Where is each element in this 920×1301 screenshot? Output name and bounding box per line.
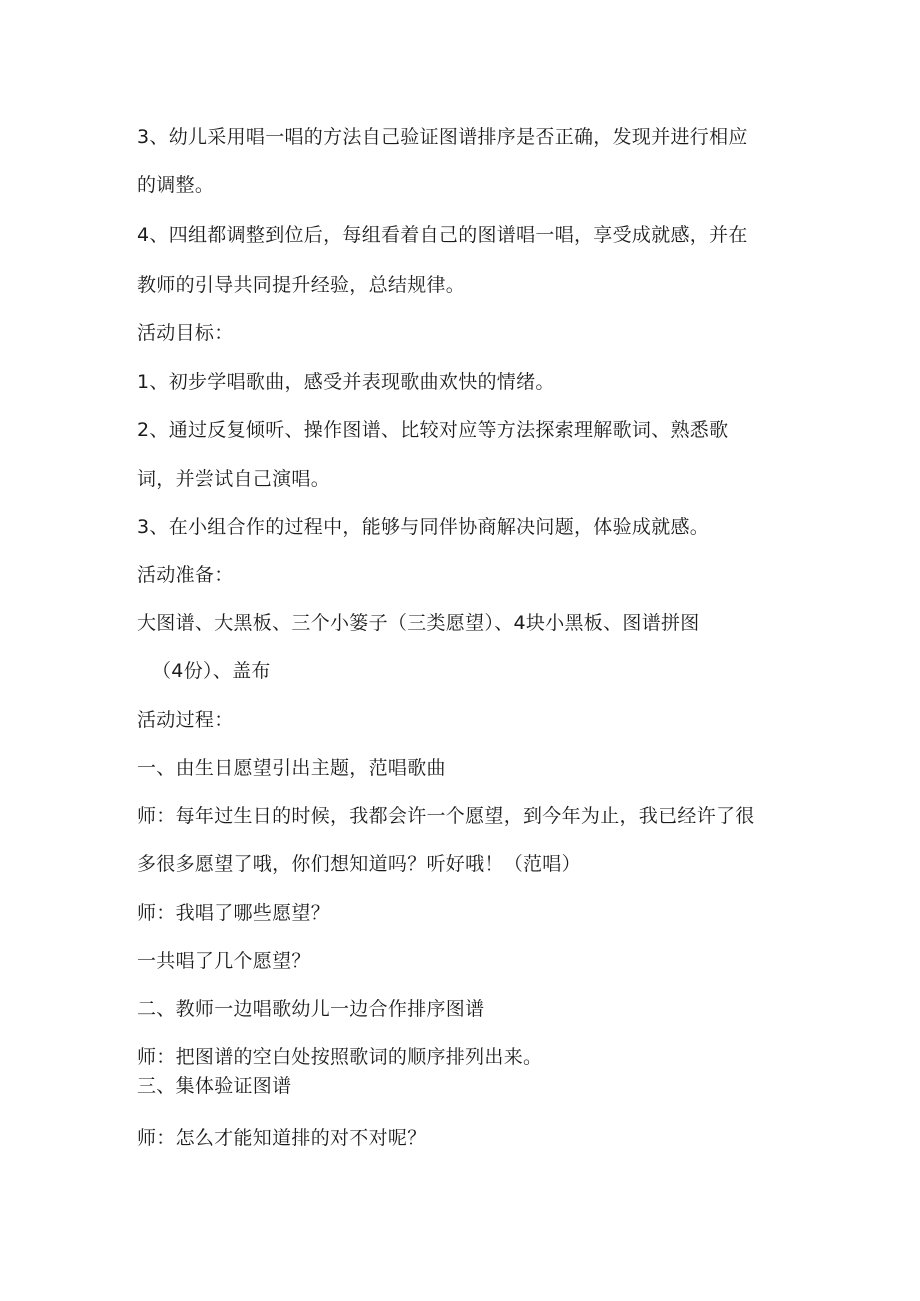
text-line: 1、初步学唱歌曲，感受并表现歌曲欢快的情绪。 <box>137 371 555 393</box>
text-line: 二、教师一边唱歌幼儿一边合作排序图谱 <box>137 998 485 1020</box>
text-line: 师：每年过生日的时候，我都会许一个愿望，到今年为止，我已经许了很 <box>137 805 755 827</box>
text-line: 的调整。 <box>137 174 215 196</box>
text-line: 师：怎么才能知道排的对不对呢？ <box>137 1127 427 1149</box>
text-line: 2、通过反复倾听、操作图谱、比较对应等方法探索理解歌词、熟悉歌 <box>137 419 729 441</box>
text-line: 4、四组都调整到位后，每组看着自己的图谱唱一唱，享受成就感，并在 <box>137 224 748 246</box>
text-line: 3、幼儿采用唱一唱的方法自己验证图谱排序是否正确，发现并进行相应 <box>137 126 748 148</box>
text-line: 一、由生日愿望引出主题，范唱歌曲 <box>137 757 446 779</box>
text-line: 师：把图谱的空白处按照歌词的顺序排列出来。 <box>137 1046 543 1068</box>
text-line: （4份）、盖布 <box>152 660 271 682</box>
text-line: 3、在小组合作的过程中，能够与同伴协商解决问题，体验成就感。 <box>137 516 710 538</box>
text-line: 师：我唱了哪些愿望？ <box>137 902 331 924</box>
text-line: 大图谱、大黑板、三个小篓子（三类愿望）、4块小黑板、图谱拼图 <box>137 612 700 634</box>
text-line: 三、集体验证图谱 <box>137 1075 292 1097</box>
text-line: 教师的引导共同提升经验，总结规律。 <box>137 274 466 296</box>
section-heading: 活动过程： <box>137 709 234 731</box>
text-line: 词，并尝试自己演唱。 <box>137 468 331 490</box>
text-line: 一共唱了几个愿望？ <box>137 950 311 972</box>
section-heading: 活动准备： <box>137 564 234 586</box>
section-heading: 活动目标： <box>137 322 234 344</box>
text-line: 多很多愿望了哦，你们想知道吗？听好哦！（范唱） <box>137 853 581 875</box>
